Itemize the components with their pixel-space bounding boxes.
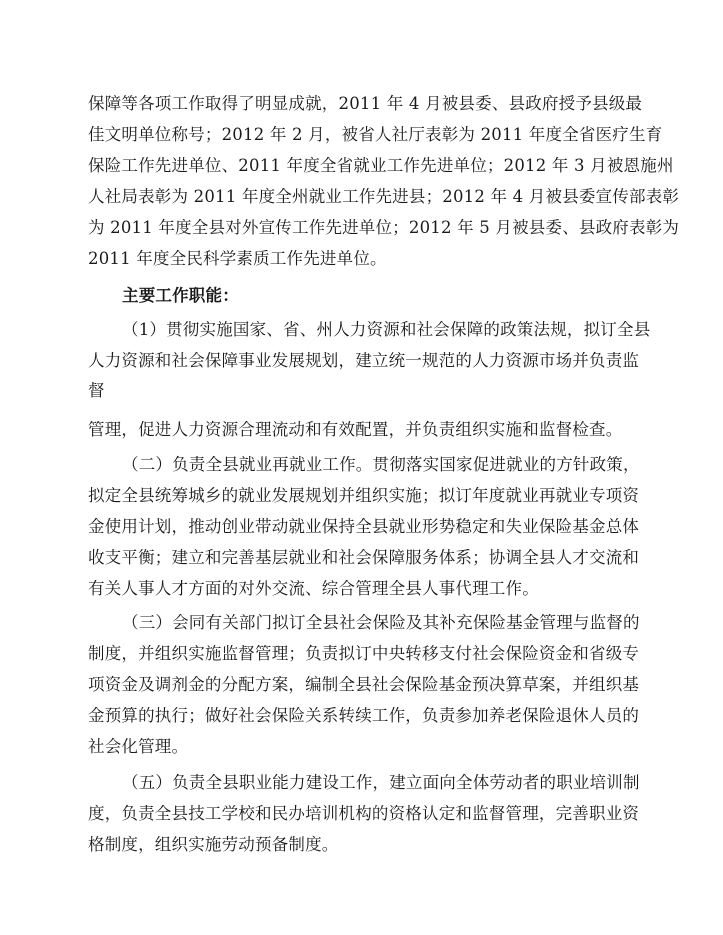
paragraph-line: 佳文明单位称号；2012 年 2 月，被省人社厅表彰为 2011 年度全省医疗生育 bbox=[88, 125, 663, 144]
paragraph-line: 社会化管理。 bbox=[88, 737, 189, 756]
paragraph-line: 格制度，组织实施劳动预备制度。 bbox=[88, 835, 339, 854]
paragraph-line: （五）负责全县职业能力建设工作，建立面向全体劳动者的职业培训制 bbox=[122, 773, 640, 792]
paragraph-line: 金预算的执行；做好社会保险关系转续工作，负责参加养老保险退休人员的 bbox=[88, 706, 640, 725]
paragraph-line: 有关人事人才方面的对外交流、综合管理全县人事代理工作。 bbox=[88, 579, 539, 598]
paragraph-line: 保障等各项工作取得了明显成就，2011 年 4 月被县委、县政府授予县级最 bbox=[88, 94, 643, 113]
paragraph-line: 金使用计划，推动创业带动就业保持全县就业形势稳定和失业保险基金总体 bbox=[88, 517, 640, 536]
paragraph-line: 人社局表彰为 2011 年度全州就业工作先进县；2012 年 4 月被县委宣传部表彰 bbox=[88, 187, 680, 206]
paragraph-line: 人力资源和社会保障事业发展规划，建立统一规范的人力资源市场并负责监 bbox=[88, 351, 640, 370]
paragraph-line: 管理，促进人力资源合理流动和有效配置，并负责组织实施和监督检查。 bbox=[88, 420, 623, 439]
paragraph-line: 拟定全县统筹城乡的就业发展规划并组织实施；拟订年度就业再就业专项资 bbox=[88, 486, 640, 505]
paragraph-line: 度，负责全县技工学校和民办培训机构的资格认定和监督管理，完善职业资 bbox=[88, 804, 640, 823]
section-heading: 主要工作职能： bbox=[122, 286, 239, 305]
paragraph-line: 保险工作先进单位、2011 年度全省就业工作先进单位；2012 年 3 月被恩施州 bbox=[88, 156, 674, 175]
paragraph-line: 2011 年度全民科学素质工作先进单位。 bbox=[88, 249, 387, 268]
paragraph-line: 收支平衡；建立和完善基层就业和社会保障服务体系；协调全县人才交流和 bbox=[88, 548, 640, 567]
paragraph-line: 督 bbox=[88, 381, 105, 400]
paragraph-line: （三）会同有关部门拟订全县社会保险及其补充保险基金管理与监督的 bbox=[122, 613, 640, 632]
paragraph-line: 制度，并组织实施监督管理；负责拟订中央转移支付社会保险资金和省级专 bbox=[88, 644, 640, 663]
paragraph-line: （二）负责全县就业再就业工作。贯彻落实国家促进就业的方针政策， bbox=[122, 455, 640, 474]
paragraph-line: （1）贯彻实施国家、省、州人力资源和社会保障的政策法规，拟订全县 bbox=[122, 320, 651, 339]
paragraph-line: 为 2011 年度全县对外宣传工作先进单位；2012 年 5 月被县委、县政府表彰为 bbox=[88, 218, 680, 237]
paragraph-line: 项资金及调剂金的分配方案，编制全县社会保险基金预决算草案，并组织基 bbox=[88, 675, 640, 694]
